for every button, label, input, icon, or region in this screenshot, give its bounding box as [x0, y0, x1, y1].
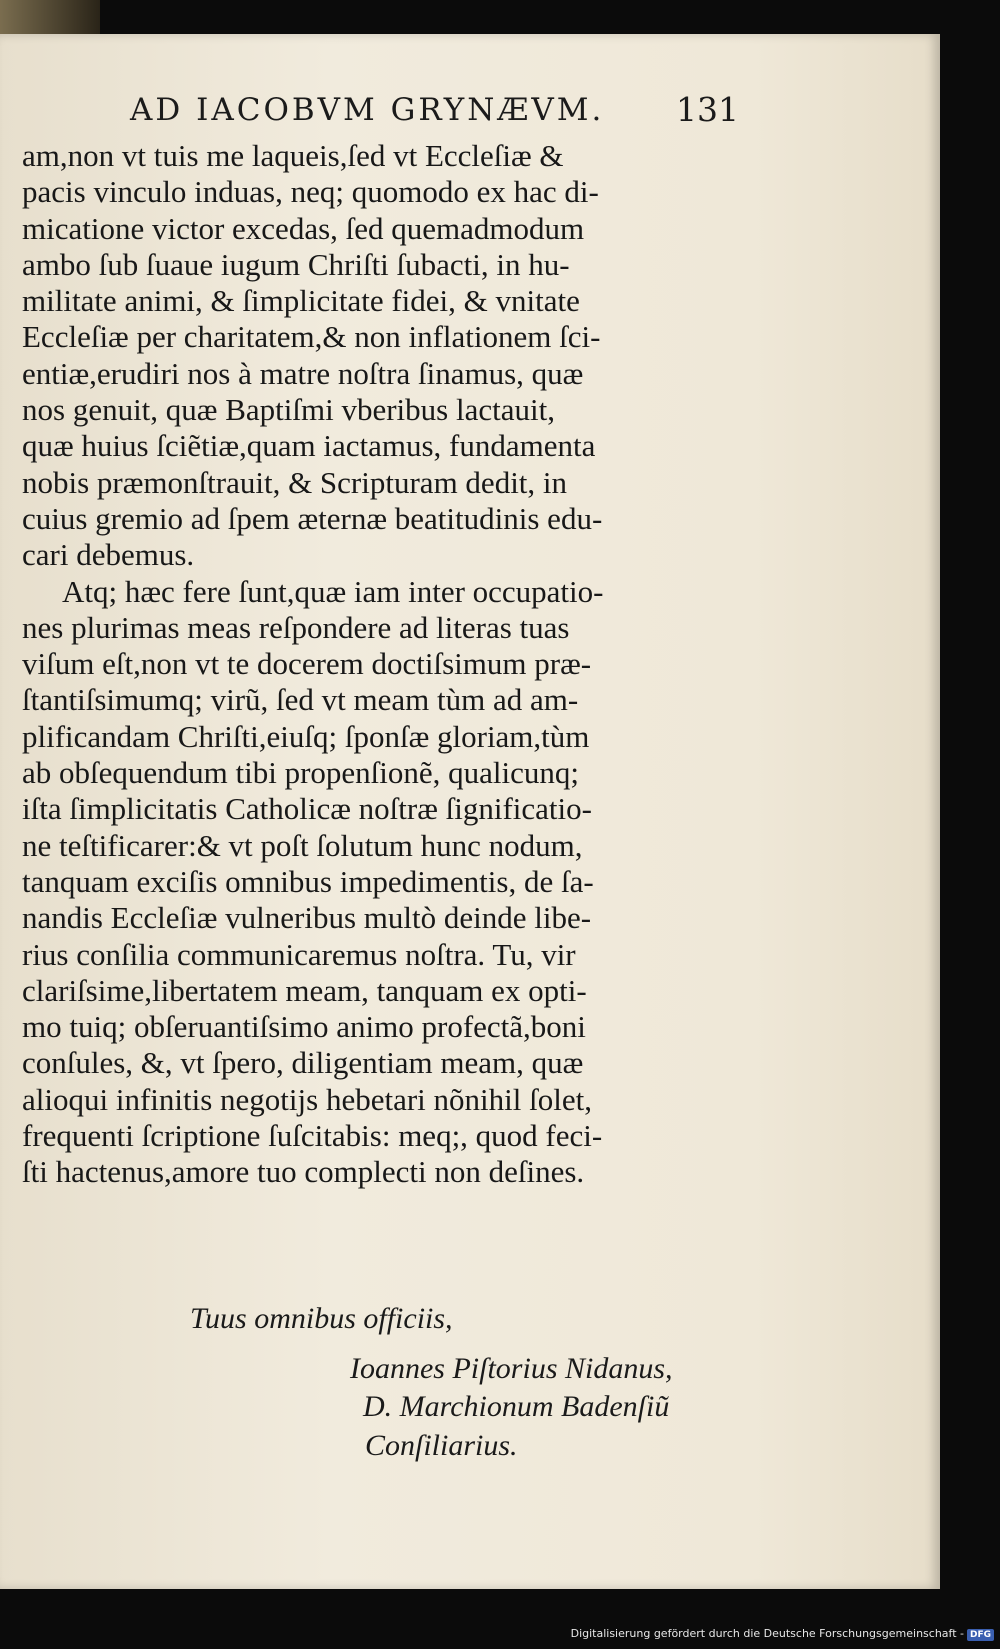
text-line: am,non vt tuis me laqueis,ſed vt Eccleſiæ & — [22, 138, 564, 173]
running-head: AD IACOBVM GRYNÆVM. — [130, 92, 605, 128]
text-line: nobis præmonſtrauit, & Scripturam dedit, in — [22, 464, 568, 500]
text-line: Eccleſiæ per charitatem,& non inflationem ſci- — [22, 319, 601, 355]
text-line: quæ huius ſciẽtiæ,quam iactamus, fundamenta — [22, 428, 596, 464]
signature-title: Conſiliarius. — [365, 1429, 518, 1462]
text-line: plificandam Chriſti,eiuſq; ſponſæ gloriam,tùm — [22, 718, 590, 754]
body-text — [22, 138, 732, 1191]
page-number: 131 — [676, 90, 739, 129]
text-line: nos genuit, quæ Baptiſmi vberibus lactauit, — [22, 392, 555, 428]
text-line: cuius gremio ad ſpem æternæ beatitudinis edu- — [22, 500, 603, 536]
text-line: iſta ſimplicitatis Catholicæ noſtræ ſignificatio- — [22, 791, 592, 827]
book-page — [0, 34, 940, 1589]
text-line: micatione victor excedas, ſed quemadmodum — [22, 210, 585, 246]
signature-name: Ioannes Piſtorius Nidanus, — [350, 1352, 673, 1385]
text-line: conſules, &, vt ſpero, diligentiam meam, quæ — [22, 1045, 584, 1081]
text-line: nandis Eccleſiæ vulneribus multò deinde libe- — [22, 900, 592, 936]
funding-footer — [571, 1627, 994, 1641]
text-line: militate animi, & ſimplicitate fidei, & vnitate — [22, 283, 580, 319]
text-line: Atq; hæc fere ſunt,quæ iam inter occupatio- — [62, 573, 604, 609]
text-line: entiæ,erudiri nos à matre noſtra ſinamus, quæ — [22, 355, 584, 391]
text-line: clariſsime,libertatem meam, tanquam ex opti- — [22, 972, 587, 1008]
text-line: tanquam exciſis omnibus impedimentis, de ſa- — [22, 863, 594, 899]
signature-title: D. Marchionum Badenſiũ — [363, 1390, 670, 1423]
scan-background-edge — [0, 0, 100, 36]
text-line: ſti hactenus,amore tuo complecti non deſines. — [22, 1154, 585, 1190]
text-line: viſum eſt,non vt te docerem doctiſsimum præ- — [22, 646, 592, 682]
footer-text: Digitalisierung gefördert durch die Deutsche Forschungsgemeinschaft - — [570, 1627, 964, 1640]
signature-closing: Tuus omnibus officiis, — [190, 1302, 453, 1335]
text-line: mo tuiq; obſeruantiſsimo animo profectã,boni — [22, 1009, 586, 1045]
text-line: pacis vinculo induas, neq; quomodo ex hac di- — [22, 174, 599, 210]
text-line: ſtantiſsimumq; virũ, ſed vt meam tùm ad am- — [22, 682, 579, 718]
text-line: rius conſilia communicaremus noſtra. Tu, vir — [22, 936, 576, 972]
dfg-logo: DFG — [967, 1629, 994, 1641]
text-line: ambo ſub ſuaue iugum Chriſti ſubacti, in hu- — [22, 246, 570, 282]
text-line: ne teſtificarer:& vt poſt ſolutum hunc nodum, — [22, 827, 583, 863]
text-line: cari debemus. — [22, 537, 195, 573]
text-line: frequenti ſcriptione ſuſcitabis: meq;, quod feci- — [22, 1118, 603, 1154]
text-line: alioqui infinitis negotijs hebetari nõnihil ſolet, — [22, 1081, 592, 1117]
text-line: ab obſequendum tibi propenſionẽ, qualicunq; — [22, 755, 580, 791]
text-line: nes plurimas meas reſpondere ad literas tuas — [22, 609, 570, 645]
